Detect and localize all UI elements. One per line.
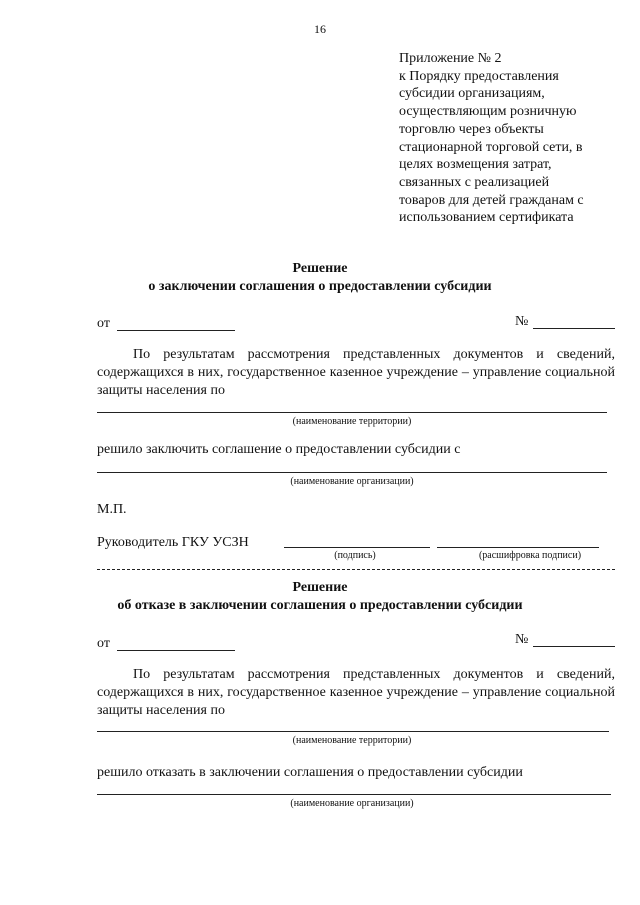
decision1-from-label: от (97, 316, 110, 331)
decision1-decoding-caption: (расшифровка подписи) (478, 550, 582, 561)
appendix-line: стационарной торговой сети, в (399, 139, 583, 155)
decision1-decoding-field[interactable] (437, 547, 599, 548)
decision1-date-field[interactable] (117, 330, 235, 331)
decision1-paragraph (97, 346, 615, 400)
appendix-line: товаров для детей гражданам с (399, 192, 584, 208)
decision2-date-field[interactable] (117, 650, 235, 651)
decision2-from-label: от (97, 636, 110, 651)
decision1-subtitle: о заключении соглашения о предоставлении субсидии (148, 279, 492, 294)
decision2-title: Решение (292, 580, 348, 595)
appendix-line: субсидии организациям, (399, 86, 545, 102)
decision1-head-label: Руководитель ГКУ УСЗН (97, 535, 249, 550)
decision2-territory-caption: (наименование территории) (292, 735, 412, 746)
appendix-line: Приложение № 2 (399, 51, 502, 66)
decision1-territory-field[interactable] (97, 412, 607, 413)
decision1-decided-text: решило заключить соглашение о предоставлении субсидии с (97, 442, 461, 457)
decision2-paragraph-text: По результатам рассмотрения представленных документов и сведений, содержащихся в них, государственное казенное учреждение – управление социальной защиты населения по (97, 667, 615, 718)
decision2-number-field[interactable] (533, 646, 615, 647)
page-number: 16 (314, 22, 326, 36)
decision1-number-label: № (515, 314, 529, 329)
decision2-territory-field[interactable] (97, 731, 609, 732)
decision2-paragraph (97, 666, 615, 720)
decision1-organization-field[interactable] (97, 472, 607, 473)
appendix-line: к Порядку предоставления (399, 68, 559, 84)
decision2-decided-text: решило отказать в заключении соглашения о предоставлении субсидии (97, 765, 523, 780)
cut-line-divider (97, 569, 615, 570)
appendix-line: торговлю через объекты (399, 121, 544, 137)
appendix-line: целях возмещения затрат, (399, 157, 552, 173)
appendix-line: использованием сертификата (399, 210, 574, 226)
decision2-organization-field[interactable] (97, 794, 611, 795)
decision2-subtitle: об отказе в заключении соглашения о предоставлении субсидии (117, 598, 523, 613)
decision1-stamp-label: М.П. (97, 502, 127, 517)
decision1-signature-field[interactable] (284, 547, 430, 548)
appendix-line: связанных с реализацией (399, 174, 550, 190)
decision1-paragraph-text: По результатам рассмотрения представленных документов и сведений, содержащихся в них, государственное казенное учреждение – управление социальной защиты населения по (97, 347, 615, 398)
appendix-block (399, 50, 619, 227)
decision1-title: Решение (292, 261, 348, 276)
decision1-signature-caption: (подпись) (334, 550, 376, 561)
decision2-organization-caption: (наименование организации) (290, 798, 414, 809)
decision2-number-label: № (515, 632, 529, 647)
decision1-number-field[interactable] (533, 328, 615, 329)
decision1-territory-caption: (наименование территории) (292, 416, 412, 427)
decision1-organization-caption: (наименование организации) (290, 476, 414, 487)
appendix-line: осуществляющим розничную (399, 104, 577, 120)
